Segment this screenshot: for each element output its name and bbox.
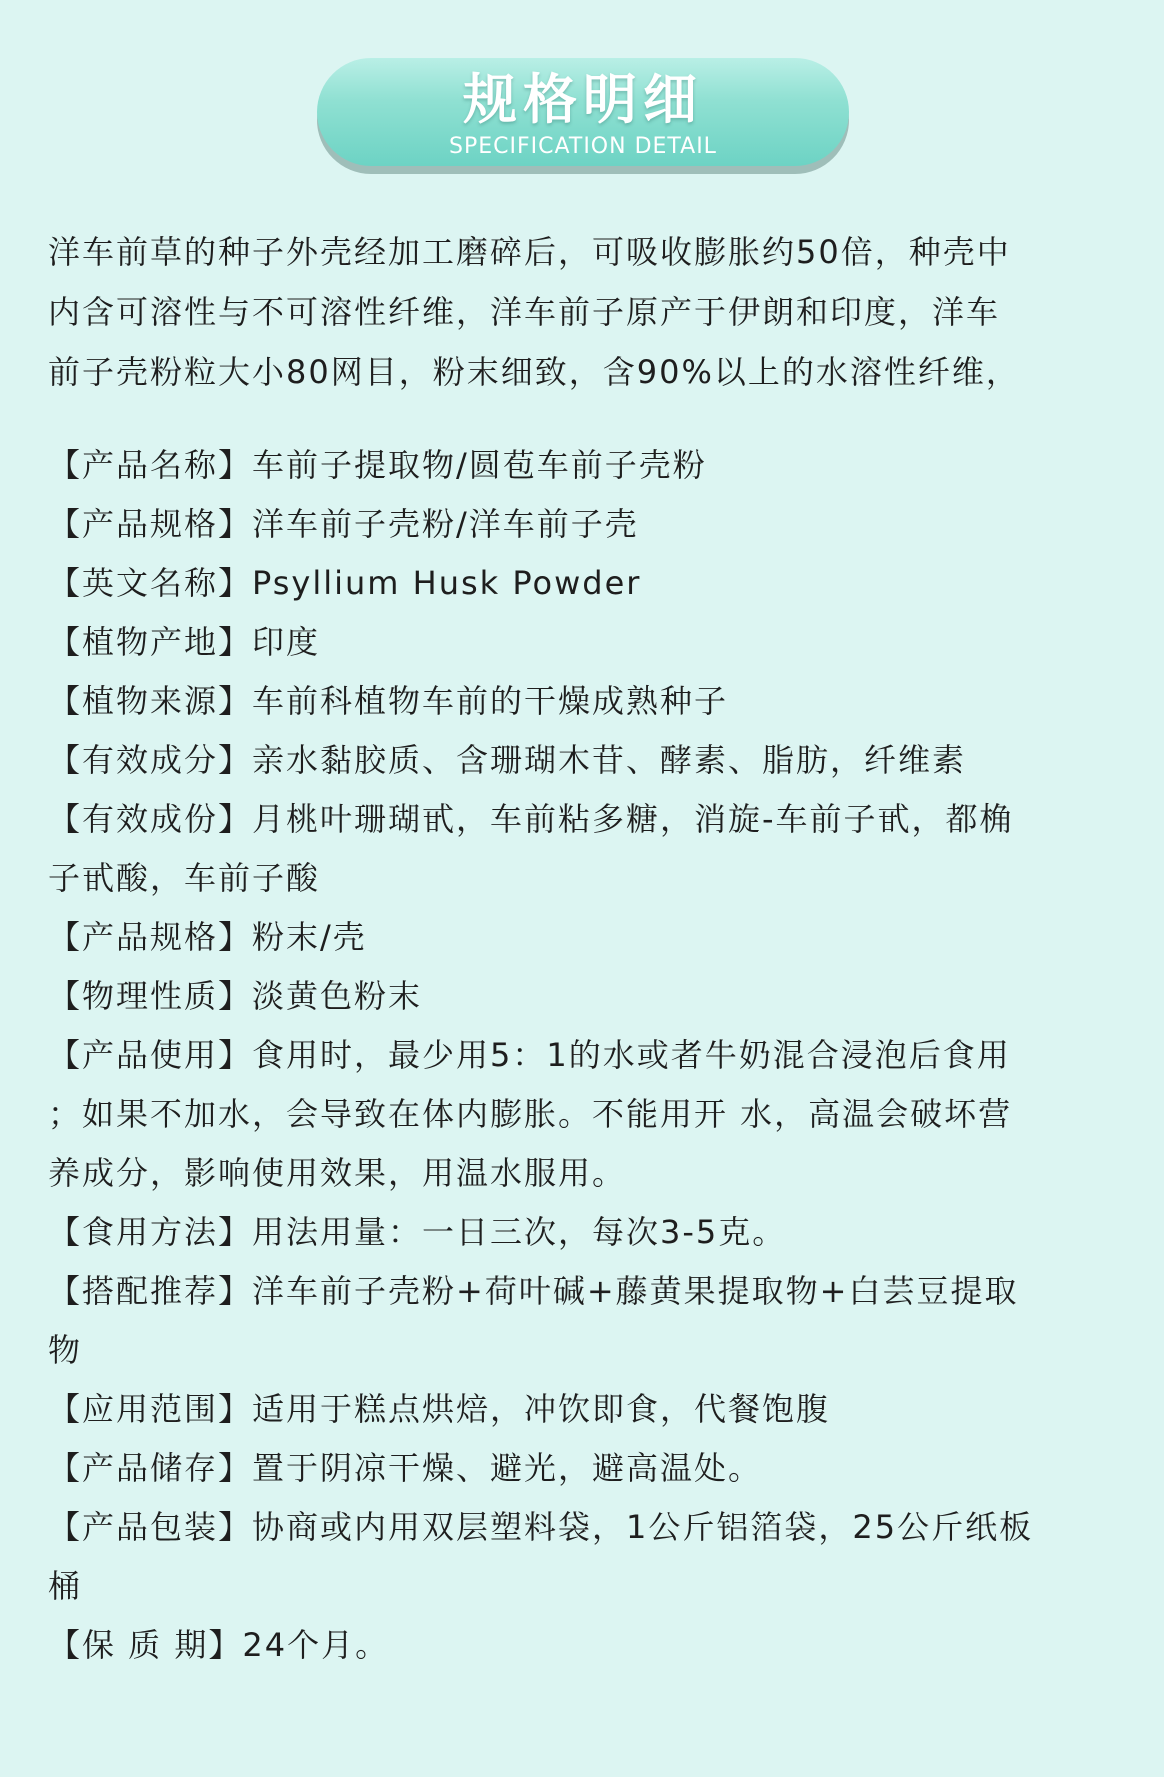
intro-paragraph (48, 222, 1128, 402)
section-header (317, 58, 849, 174)
spec-line-english-name: 【英文名称】Psyllium Husk Powder (48, 564, 642, 602)
spec-line-active-components: 【有效成份】月桃叶珊瑚甙，车前粘多糖，消旋-车前子甙，都桷 (48, 800, 1014, 838)
spec-line-application: 【应用范围】适用于糕点烘焙，冲饮即食，代餐饱腹 (48, 1390, 831, 1428)
spec-line-shelf-life: 【保 质 期】24个月。 (48, 1626, 390, 1664)
spec-line-packaging: 【产品包装】协商或内用双层塑料袋，1公斤铝箔袋，25公斤纸板 (48, 1508, 1034, 1546)
spec-line-packaging-cont: 桶 (48, 1567, 83, 1605)
spec-line-pairing: 【搭配推荐】洋车前子壳粉+荷叶碱+藤黄果提取物+白芸豆提取 (48, 1272, 1019, 1310)
header-pill (317, 58, 849, 166)
spec-line-active-ingredients: 【有效成分】亲水黏胶质、含珊瑚木苷、酵素、脂肪，纤维素 (48, 741, 967, 779)
spec-line-pairing-cont: 物 (48, 1331, 83, 1369)
header-title: 规格明细 (463, 68, 703, 131)
spec-line-active-components-cont: 子甙酸，车前子酸 (48, 859, 321, 897)
spec-line-dosage: 【食用方法】用法用量：一日三次，每次3-5克。 (48, 1213, 787, 1251)
spec-line-product-name: 【产品名称】车前子提取物/圆苞车前子壳粉 (48, 446, 707, 484)
spec-line-usage: 【产品使用】食用时，最少用5：1的水或者牛奶混合浸泡后食用 (48, 1036, 1011, 1074)
intro-line: 前子壳粉粒大小80网目，粉末细致，含90%以上的水溶性纤维， (48, 353, 1020, 391)
intro-line: 内含可溶性与不可溶性纤维，洋车前子原产于伊朗和印度，洋车 (48, 293, 1001, 331)
spec-line-physical-property: 【物理性质】淡黄色粉末 (48, 977, 423, 1015)
spec-line-origin: 【植物产地】印度 (48, 623, 321, 661)
spec-list (48, 436, 1148, 1675)
spec-line-product-spec: 【产品规格】洋车前子壳粉/洋车前子壳 (48, 505, 639, 543)
header-subtitle: SPECIFICATION DETAIL (449, 134, 717, 159)
spec-line-product-form: 【产品规格】粉末/壳 (48, 918, 367, 956)
intro-line: 洋车前草的种子外壳经加工磨碎后，可吸收膨胀约50倍，种壳中 (48, 233, 1011, 271)
spec-line-storage: 【产品储存】置于阴凉干燥、避光，避高温处。 (48, 1449, 763, 1487)
spec-line-usage-cont: 养成分，影响使用效果，用温水服用。 (48, 1154, 627, 1192)
spec-line-plant-source: 【植物来源】车前科植物车前的干燥成熟种子 (48, 682, 729, 720)
spec-line-usage-cont: ；如果不加水，会导致在体内膨胀。不能用开 水，高温会破坏营 (48, 1095, 1013, 1133)
